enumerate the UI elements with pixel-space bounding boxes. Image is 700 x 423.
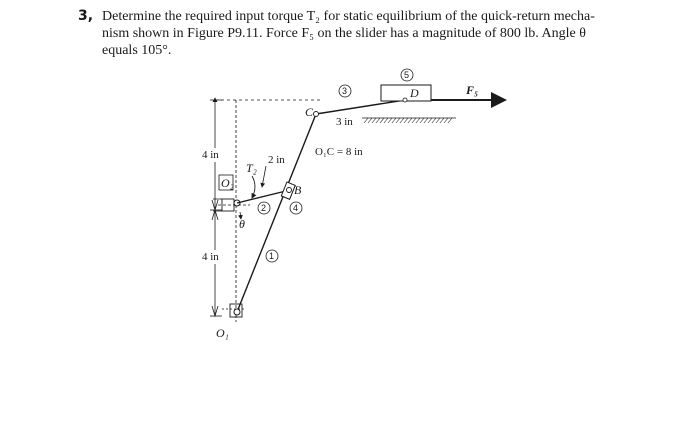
- problem-line-3: equals 105°.: [102, 43, 172, 58]
- o1-label: O₁: [216, 326, 229, 340]
- torque-arrow: [252, 176, 255, 198]
- svg-text:1: 1: [269, 251, 275, 261]
- joint-c: [314, 112, 319, 117]
- link-number-4: [290, 202, 302, 214]
- dim-offset-label: 3 in: [336, 116, 353, 128]
- theta-label: θ: [239, 217, 245, 231]
- f5-label: F₅: [466, 83, 479, 97]
- t2-label: T₂: [246, 161, 257, 175]
- c-label: C: [305, 105, 314, 119]
- link-number-5: [401, 69, 413, 81]
- problem-number: 3,: [78, 8, 94, 24]
- svg-text:4: 4: [293, 203, 299, 213]
- vertical-dimension: [200, 98, 228, 316]
- o1-pivot: [222, 304, 246, 317]
- svg-text:5: 5: [404, 70, 410, 80]
- dim-crank-label: 2 in: [268, 154, 285, 166]
- ground-hatch: [362, 118, 456, 123]
- problem-line-2: nism shown in Figure P9.11. Force F₅ on the slider has a magnitude of 800 lb. Angle θ: [102, 26, 586, 41]
- link-number-1: [266, 250, 278, 262]
- rocker-link-1: [237, 114, 316, 312]
- link-number-3: [339, 85, 351, 97]
- svg-text:2: 2: [261, 203, 267, 213]
- b-label: B: [294, 183, 302, 197]
- svg-text:3: 3: [342, 86, 348, 96]
- dim-upper-label: 4 in: [202, 149, 219, 161]
- crank-dim-arrow: [262, 166, 266, 187]
- dim-o1c-label: O₁C = 8 in: [315, 146, 363, 158]
- dim-lower-label: 4 in: [202, 251, 219, 263]
- problem-line-1: Determine the required input torque T₂ for static equilibrium of the quick-return mecha-: [102, 9, 595, 24]
- o2-label: O₂: [221, 176, 234, 190]
- d-label: D: [410, 86, 419, 100]
- link-number-2: [258, 202, 270, 214]
- coupler-link-3: [316, 100, 405, 114]
